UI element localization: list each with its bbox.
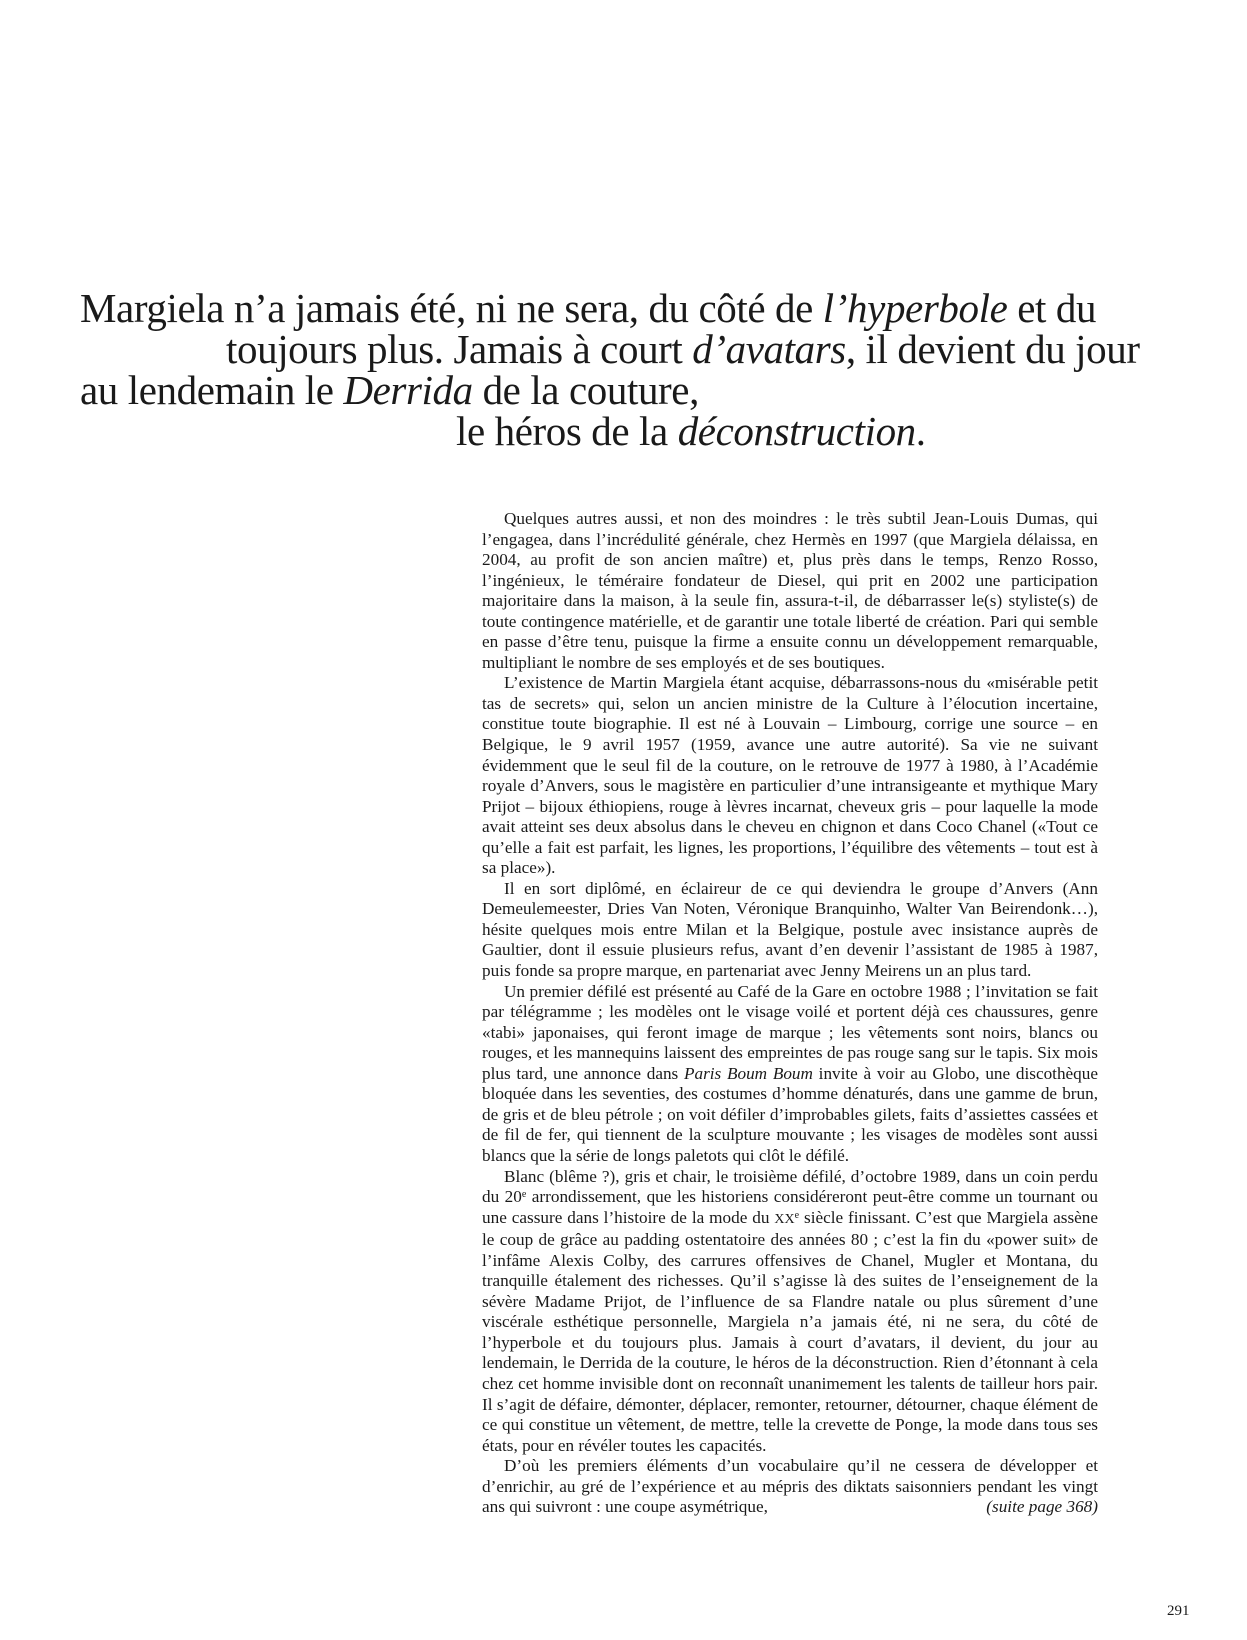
pull-quote-emphasis: d’avatars [692, 326, 846, 372]
pull-quote-line [80, 408, 1080, 454]
publication-title: Paris Boum Boum [683, 1063, 813, 1083]
pull-quote-line [80, 285, 1097, 331]
article-paragraph [482, 1167, 1098, 1457]
continuation-note[interactable]: (suite page 368) [986, 1497, 1098, 1517]
article-paragraph [482, 982, 1098, 1167]
article-body [482, 509, 1098, 1518]
page-number: 291 [1167, 1603, 1190, 1619]
article-paragraph: L’existence de Martin Margiela étant acquise, débarrassons-nous du «misérable petit tas de secrets» qui, selon un ancien ministre de la Culture à l’élocution incertaine, constitue toute biographie. Il est né à Louvain – Limbourg, corrige une source – en Belgique, le 9 avril 1957 (1959, avance une autre autorité). Sa vie ne suivant évidemment que le seul fil de la couture, on le retrouve de 1977 à 1980, à l’Académie royale d’Anvers, sous le magistère en particulier d’une intransigeante et mythique Mary Prijot – bijoux éthiopiens, rouge à lèvres incarnat, cheveux gris – pour laquelle la mode avait atteint ses deux absolus dans le cheveu en chignon et dans Coco Chanel («Tout ce qu’elle a fait est parfait, les lignes, les proportions, l’équilibre des vêtements – tout est à sa place»). [482, 673, 1098, 878]
paragraph-text: siècle finissant. C’est que Margiela assène le coup de grâce au padding ostentatoire des années 80 ; c’est la fin du «power suit» de l’infâme Alexis Colby, des carrures offensives de Chanel, Mugler et Montana, du tranquille étalement des richesses. Qu’il s’agisse là des suites de l’enseignement de la sévère Madame Prijot, de l’influence de sa Flandre natale ou plus sûrement d’une viscérale esthétique personnelle, Margiela n’a jamais été, ni ne sera, du côté de l’hyperbole et du toujours plus. Jamais à court d’avatars, il devient, du jour au lendemain, le Derrida de la couture, le héros de la déconstruction. Rien d’étonnant à cela chez cet homme invisible dont on reconnaît unanimement les talents de tailleur hors pair. Il s’agit de défaire, démonter, déplacer, remonter, retourner, détourner, chaque élément de ce qui constitue un vêtement, de mettre, telle la crevette de Ponge, la mode dans tous ses états, pour en révéler toutes les capacités. [482, 1207, 1098, 1455]
superscript: e [521, 1189, 527, 1201]
superscript: e [794, 1209, 800, 1221]
paragraph-text: Blanc (blême ?), gris et chair, le troisième défilé, d’octobre 1989, dans un coin perdu du 20 [482, 1166, 1098, 1207]
paragraph-text: Un premier défilé est présenté au Café de la Gare en octobre 1988 ; l’invitation se fait par télégramme ; les modèles ont le visage voilé et portent déjà ces chaussures, genre «tabi» japonaises, qui feront image de marque ; les vêtements sont noirs, blancs ou rouges, et les mannequins laissent des empreintes de pas rouge sang sur le tapis. Six mois plus tard, une annonce dans [482, 981, 1098, 1083]
pull-quote-text: Margiela n’a jamais été, ni ne sera, du côté de [80, 285, 823, 331]
pull-quote-text: de la couture, [472, 367, 699, 413]
pull-quote-emphasis: l’hyperbole [822, 285, 1008, 331]
article-paragraph: Il en sort diplômé, en éclaireur de ce qui deviendra le groupe d’Anvers (Ann Demeulemeester, Dries Van Noten, Véronique Branquinho, Walter Van Beirendonk…), hésite quelques mois entre Milan et la Belgique, postule avec insistance auprès de Gaultier, dont il essuie plusieurs refus, avant d’en devenir l’assistant de 1985 à 1987, puis fonde sa propre marque, en partenariat avec Jenny Meirens un an plus tard. [482, 878, 1098, 981]
pull-quote-text: le héros de la [456, 408, 678, 454]
article-paragraph [482, 1456, 1098, 1518]
pull-quote [80, 285, 1140, 454]
pull-quote-text: , il devient du jour [845, 326, 1140, 372]
pull-quote-text: . [915, 408, 926, 454]
article-paragraph: Quelques autres aussi, et non des moindres : le très subtil Jean-Louis Dumas, qui l’engagea, dans l’incrédulité générale, chez Hermès en 1997 (que Margiela délaissa, en 2004, au profit de son ancien maître) et, plus près dans le temps, Renzo Rosso, l’ingénieux, le téméraire fondateur de Diesel, qui prit en 2002 une participation majoritaire dans la maison, à la seule fin, assura-t-il, de débarrasser le(s) styliste(s) de toute contingence matérielle, et de garantir une totale liberté de création. Pari qui semble en passe d’être tenu, puisque la firme a ensuite connu un développement remarquable, multipliant le nombre de ses employés et de ses boutiques. [482, 509, 1098, 672]
roman-numeral: XX [774, 1211, 795, 1227]
pull-quote-text: au lendemain le [80, 367, 344, 413]
pull-quote-emphasis: Derrida [343, 367, 473, 413]
paragraph-text: invite à voir au Globo, une discothèque bloquée dans les seventies, des costumes d’homme dénaturés, dans une gamme de brun, de gris et de bleu pétrole ; on voit défiler d’improbables gilets, faits d’assiettes cassées et de fil de fer, qui tiennent de la sculpture mouvante ; les visages de modèles sont aussi blancs que la série de longs paletots qui clôt le défilé. [482, 1063, 1098, 1165]
paragraph-text: arrondissement, que les historiens considéreront peut-être comme un tournant ou une cassure dans l’histoire de la mode du [482, 1187, 1099, 1227]
pull-quote-line [80, 326, 1140, 372]
paragraph-text: D’où les premiers éléments d’un vocabulaire qu’il ne cessera de développer et d’enrichir, au gré de l’expérience et au mépris des diktats saisonniers pendant les vingt ans qui suivront : une coupe asymétrique, [482, 1456, 1098, 1517]
pull-quote-line [80, 367, 1080, 413]
pull-quote-text: toujours plus. Jamais à court [226, 326, 693, 372]
pull-quote-emphasis: déconstruction [677, 408, 916, 454]
pull-quote-text: et du [1007, 285, 1097, 331]
